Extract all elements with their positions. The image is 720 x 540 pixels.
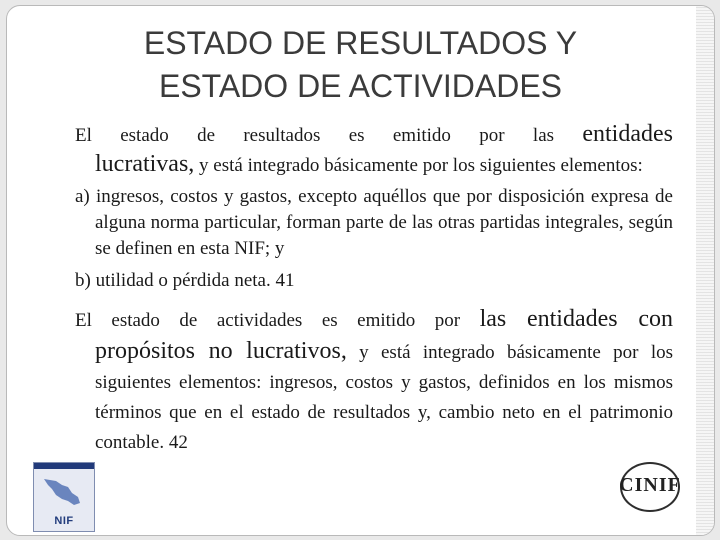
paragraph-estado-resultados (75, 120, 673, 150)
list-item-b (75, 268, 673, 294)
p1-rest: y está integrado básicamente por los siguientes elementos: (199, 155, 643, 176)
p1-emphasis-1: entidades (582, 121, 673, 147)
p1-intro: El estado de resultados es emitido por las (75, 125, 555, 146)
list-item-a-text: a) ingresos, costos y gastos, excepto aquéllos que por disposición expresa de alguna norma particular, forman parte de las otras partidas integrales, según se definen en esta NIF; y (75, 186, 673, 259)
mexico-map-icon (42, 475, 82, 509)
list-item-b-text: b) utilidad o pérdida neta. 41 (75, 270, 295, 291)
nif-book-logo (33, 462, 95, 532)
p1-emphasis-2: lucrativas, (95, 151, 195, 177)
p2-emphasis-1: las entidades con (479, 306, 674, 332)
title-line-1: ESTADO DE RESULTADOS Y (143, 25, 578, 61)
slide-body (75, 120, 673, 458)
cinif-logo (612, 462, 688, 510)
list-item-a (75, 184, 673, 262)
slide-title (7, 22, 714, 108)
title-line-2: ESTADO DE ACTIVIDADES (158, 68, 563, 104)
p2-intro: El estado de actividades es emitido por (75, 310, 461, 331)
paragraph-estado-resultados-cont (75, 150, 673, 180)
paragraph-estado-actividades (75, 304, 673, 336)
logo-band (34, 463, 94, 469)
paragraph-estado-actividades-cont (75, 336, 673, 458)
p2-rest: y está integrado básicamente por los siguientes elementos: ingresos, costos y gastos, definidos en los mismos términos que en el estado de resultados y, cambio neto en el patrimonio contable. 42 (95, 342, 674, 453)
cinif-label: CINIF (619, 474, 681, 496)
nif-label: NIF (54, 515, 74, 527)
p2-emphasis-2: propósitos no lucrativos, (95, 338, 347, 364)
